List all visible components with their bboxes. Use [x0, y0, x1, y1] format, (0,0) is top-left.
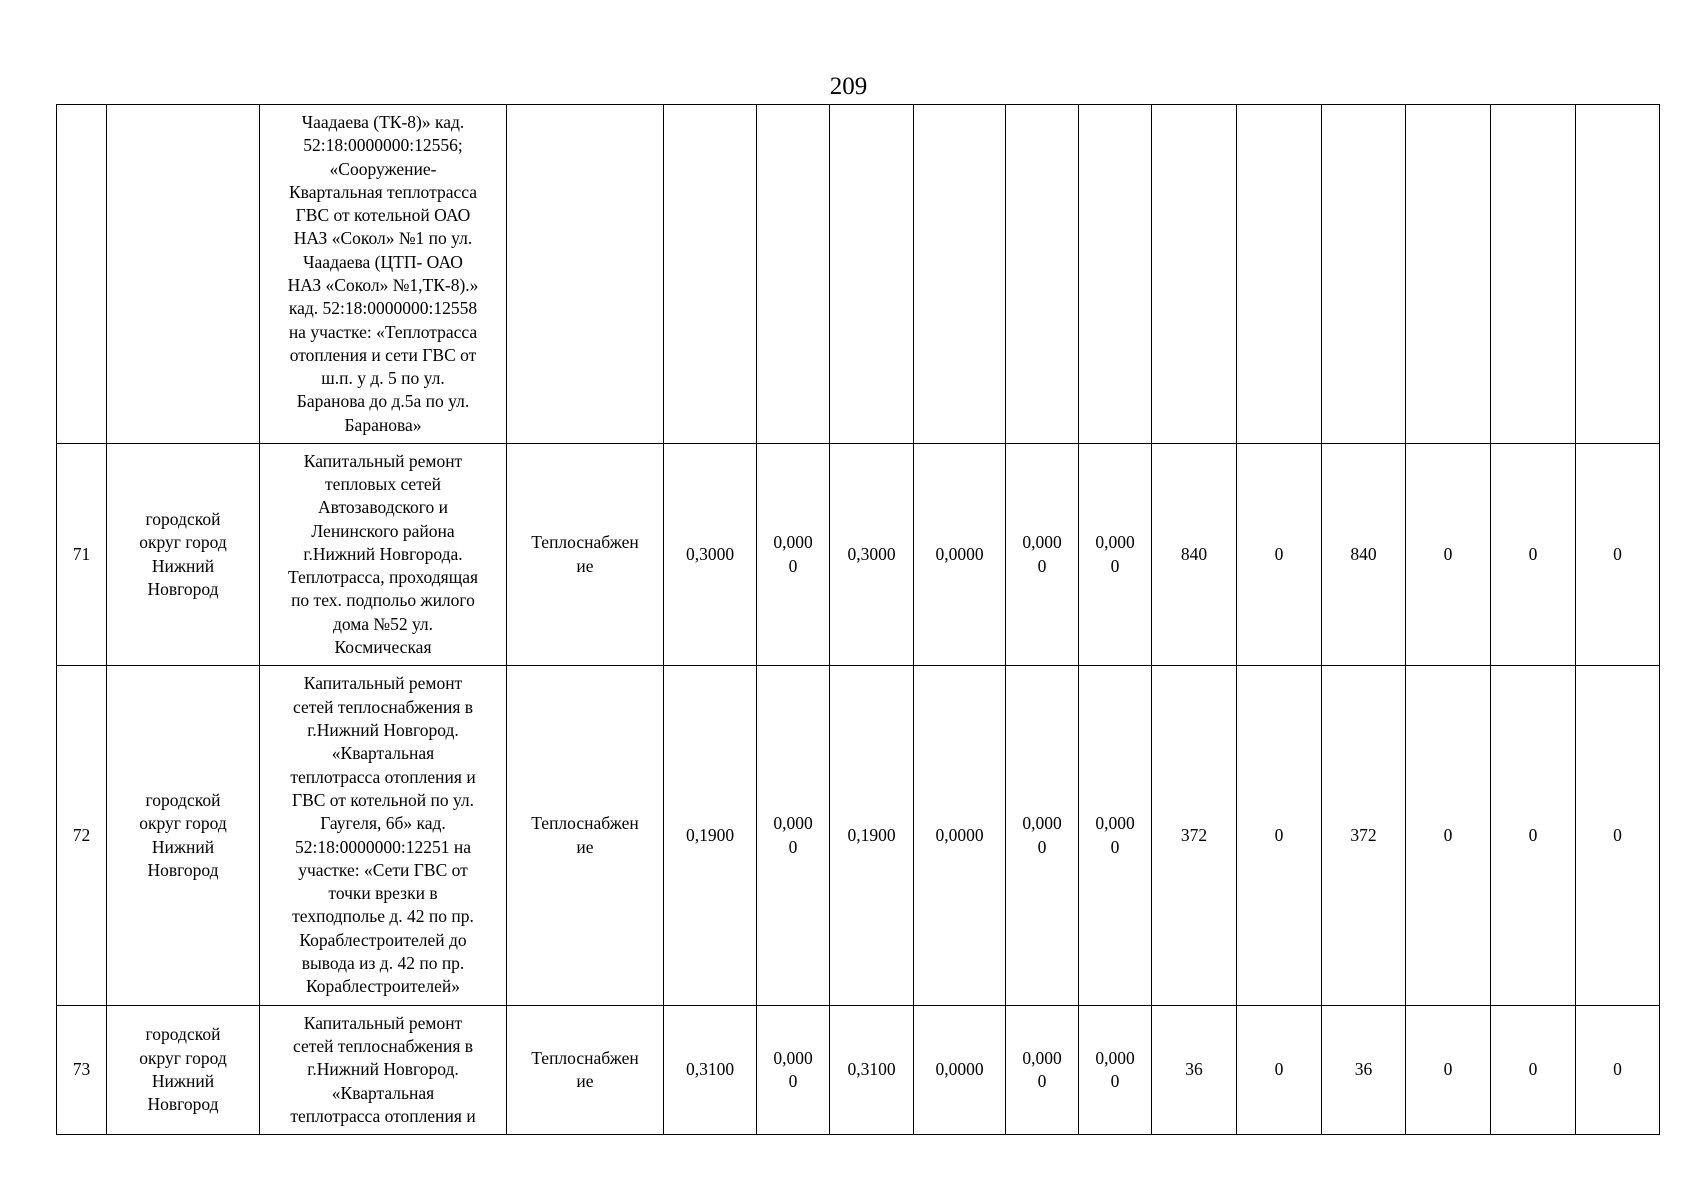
value-cell: [914, 105, 1006, 444]
type-cell: Теплоснабжен ие: [507, 1006, 664, 1135]
value-cell: [1491, 105, 1576, 444]
type-cell: Теплоснабжен ие: [507, 666, 664, 1006]
value-cell: 36: [1322, 1006, 1406, 1135]
value-cell: 0,000 0: [1079, 666, 1152, 1006]
row-number: [57, 105, 107, 444]
value-cell: [1079, 105, 1152, 444]
value-cell: [664, 105, 757, 444]
program-table: [56, 104, 1660, 1135]
value-cell: [1152, 105, 1237, 444]
value-cell: 0,1900: [664, 666, 757, 1006]
value-cell: 0: [1576, 444, 1660, 666]
value-cell: [1406, 105, 1491, 444]
value-cell: 0: [1406, 666, 1491, 1006]
row-number: 71: [57, 444, 107, 666]
value-cell: 0,3000: [664, 444, 757, 666]
value-cell: [830, 105, 914, 444]
municipality-cell: [107, 105, 260, 444]
value-cell: 0,3100: [830, 1006, 914, 1135]
value-cell: 0,0000: [914, 666, 1006, 1006]
description-cell: Капитальный ремонт тепловых сетей Автозаводского и Ленинского района г.Нижний Новгорода. Теплотрасса, проходящая по тех. подпольо жилого дома №52 ул. Космическая: [260, 444, 507, 666]
type-cell: [507, 105, 664, 444]
table-row: [57, 1006, 1660, 1135]
value-cell: 0: [1237, 1006, 1322, 1135]
value-cell: [1322, 105, 1406, 444]
value-cell: 840: [1322, 444, 1406, 666]
table-row: [57, 444, 1660, 666]
row-number: 72: [57, 666, 107, 1006]
row-number: 73: [57, 1006, 107, 1135]
value-cell: 0,3000: [830, 444, 914, 666]
value-cell: 0,1900: [830, 666, 914, 1006]
description-cell: Капитальный ремонт сетей теплоснабжения в г.Нижний Новгород. «Квартальная теплотрасса отопления и ГВС от котельной по ул. Гаугеля, 6б» кад. 52:18:0000000:12251 на участке: «Сети ГВС от точки врезки в техподполье д. 42 по пр. Кораблестроителей до вывода из д. 42 по пр. Кораблестроителей»: [260, 666, 507, 1006]
value-cell: 372: [1322, 666, 1406, 1006]
table-row: [57, 666, 1660, 1006]
value-cell: 0: [1237, 666, 1322, 1006]
description-cell: Чаадаева (ТК-8)» кад. 52:18:0000000:12556; «Сооружение- Квартальная теплотрасса ГВС от котельной ОАО НАЗ «Сокол» №1 по ул. Чаадаева (ЦТП- ОАО НАЗ «Сокол» №1,ТК-8).» кад. 52:18:0000000:12558 на участке: «Теплотрасса отопления и сети ГВС от ш.п. у д. 5 по ул. Баранова до д.5а по ул. Баранова»: [260, 105, 507, 444]
type-cell: Теплоснабжен ие: [507, 444, 664, 666]
page-number: 209: [829, 73, 868, 100]
table-row: [57, 105, 1660, 444]
value-cell: 0,000 0: [1079, 444, 1152, 666]
value-cell: 0: [1406, 1006, 1491, 1135]
value-cell: 0,000 0: [757, 666, 830, 1006]
value-cell: [757, 105, 830, 444]
municipality-cell: городской округ город Нижний Новгород: [107, 666, 260, 1006]
municipality-cell: городской округ город Нижний Новгород: [107, 1006, 260, 1135]
value-cell: 36: [1152, 1006, 1237, 1135]
value-cell: [1006, 105, 1079, 444]
value-cell: 0,000 0: [757, 444, 830, 666]
value-cell: 0,000 0: [1006, 1006, 1079, 1135]
value-cell: [1237, 105, 1322, 444]
value-cell: 0,3100: [664, 1006, 757, 1135]
value-cell: 0,000 0: [1079, 1006, 1152, 1135]
description-cell: Капитальный ремонт сетей теплоснабжения в г.Нижний Новгород. «Квартальная теплотрасса отопления и: [260, 1006, 507, 1135]
value-cell: 0,000 0: [757, 1006, 830, 1135]
value-cell: [1576, 105, 1660, 444]
value-cell: 0: [1491, 444, 1576, 666]
value-cell: 0,000 0: [1006, 444, 1079, 666]
municipality-cell: городской округ город Нижний Новгород: [107, 444, 260, 666]
value-cell: 0: [1576, 666, 1660, 1006]
value-cell: 0: [1491, 666, 1576, 1006]
value-cell: 0,0000: [914, 1006, 1006, 1135]
value-cell: 0,0000: [914, 444, 1006, 666]
value-cell: 0: [1576, 1006, 1660, 1135]
value-cell: 840: [1152, 444, 1237, 666]
value-cell: 0: [1491, 1006, 1576, 1135]
value-cell: 0,000 0: [1006, 666, 1079, 1006]
value-cell: 0: [1237, 444, 1322, 666]
value-cell: 372: [1152, 666, 1237, 1006]
value-cell: 0: [1406, 444, 1491, 666]
